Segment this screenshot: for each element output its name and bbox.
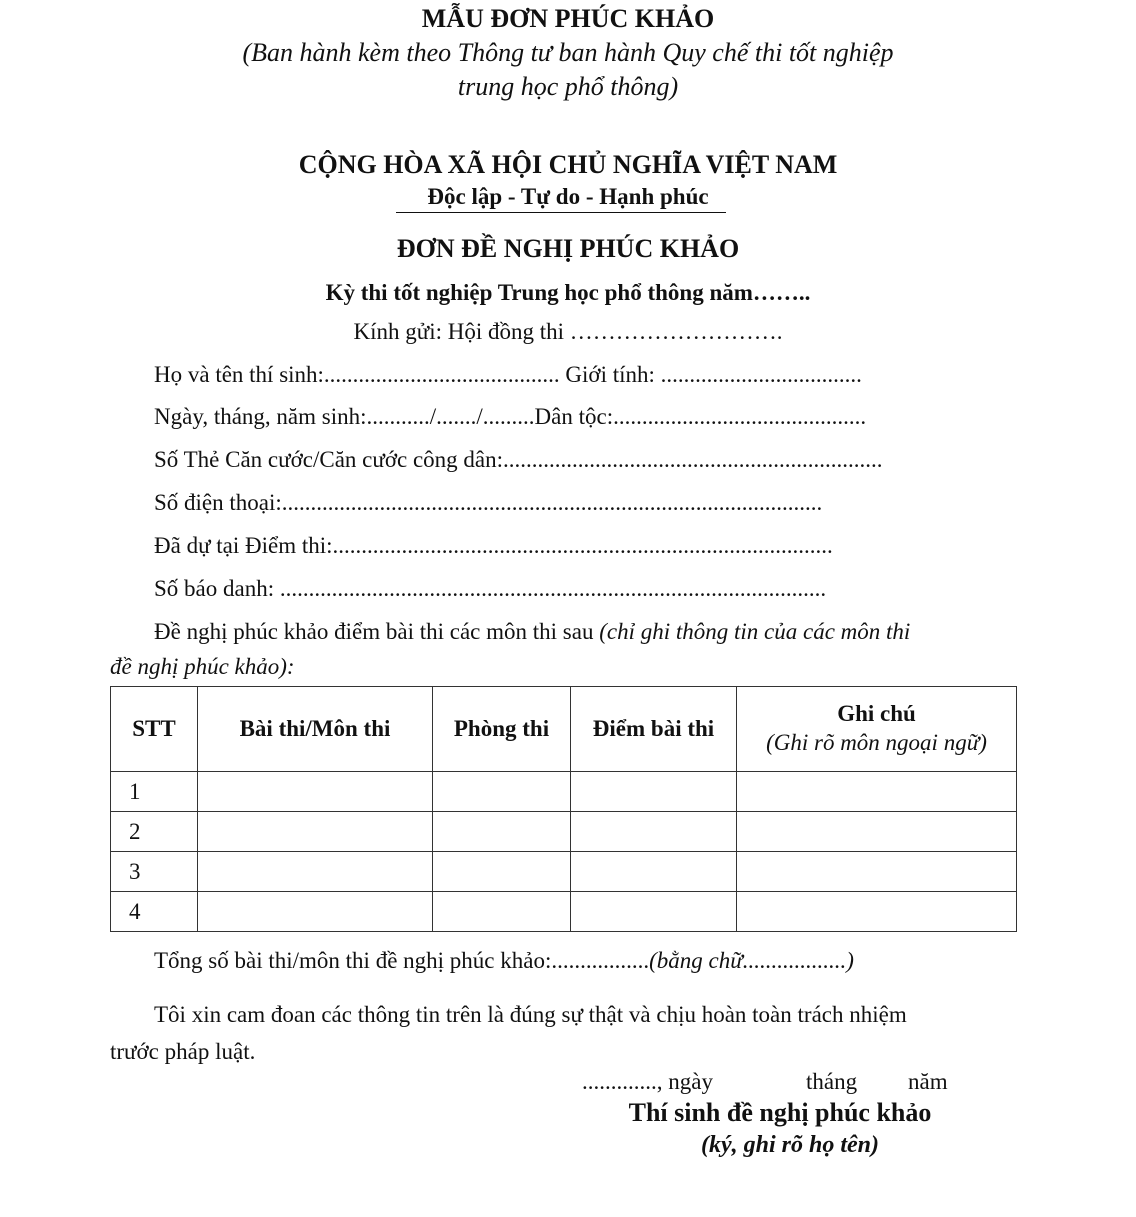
table-row xyxy=(111,812,1017,852)
note-cell[interactable] xyxy=(737,892,1017,932)
header-note-subtitle: (Ghi rõ môn ngoại ngữ) xyxy=(766,730,987,755)
total-in-words: (bằng chữ..................) xyxy=(649,948,854,973)
row-number: 3 xyxy=(111,852,198,892)
pledge-line-1: Tôi xin cam đoan các thông tin trên là đúng sự thật và chịu hoàn toàn trách nhiệm xyxy=(154,1002,907,1027)
subject-cell[interactable] xyxy=(198,892,433,932)
field-name-gender: Họ và tên thí sinh:......................................... Giới tính: ................................... xyxy=(154,362,862,387)
row-number: 2 xyxy=(111,812,198,852)
row-number: 4 xyxy=(111,892,198,932)
field-exam-site: Đã dự tại Điểm thi:....................................................................................... xyxy=(154,533,833,558)
note-cell[interactable] xyxy=(737,812,1017,852)
form-template-title: MẪU ĐƠN PHÚC KHẢO xyxy=(421,4,715,33)
request-line-2: đề nghị phúc khảo): xyxy=(110,654,295,679)
motto-underline xyxy=(396,212,726,213)
header-score: Điểm bài thi xyxy=(571,687,737,772)
date-month: tháng xyxy=(806,1069,858,1094)
field-date-of-birth: Ngày, tháng, năm sinh:.........../......./.........Dân tộc:............................................ xyxy=(154,404,867,429)
subject-cell[interactable] xyxy=(198,812,433,852)
issued-note-line2: trung học phổ thông) xyxy=(457,72,679,101)
issued-note-line1: (Ban hành kèm theo Thông tư ban hành Quy chế thi tốt nghiệp xyxy=(242,38,894,67)
request-note: (chỉ ghi thông tin của các môn thi xyxy=(599,619,911,644)
header-note-title: Ghi chú xyxy=(837,701,916,727)
score-cell[interactable] xyxy=(571,772,737,812)
subjects-table xyxy=(110,686,1017,932)
date-year: năm xyxy=(908,1069,948,1094)
note-cell[interactable] xyxy=(737,772,1017,812)
field-phone: Số điện thoại:.............................................................................................. xyxy=(154,490,823,515)
table-header-row xyxy=(111,687,1017,772)
national-motto: Độc lập - Tự do - Hạnh phúc xyxy=(427,184,709,209)
request-text: Đề nghị phúc khảo điểm bài thi các môn thi sau xyxy=(154,619,600,644)
recipient-line: Kính gửi: Hội đồng thi ………………………. xyxy=(353,319,783,344)
request-line-1 xyxy=(154,619,910,645)
room-cell[interactable] xyxy=(433,772,571,812)
date-prefix: ............., ngày xyxy=(582,1069,713,1094)
header-subject: Bài thi/Môn thi xyxy=(198,687,433,772)
score-cell[interactable] xyxy=(571,852,737,892)
table-row xyxy=(111,892,1017,932)
signer-title: Thí sinh đề nghị phúc khảo xyxy=(628,1098,932,1127)
subject-cell[interactable] xyxy=(198,772,433,812)
header-stt: STT xyxy=(111,687,198,772)
country-name: CỘNG HÒA XÃ HỘI CHỦ NGHĨA VIỆT NAM xyxy=(298,150,838,179)
table-row xyxy=(111,852,1017,892)
room-cell[interactable] xyxy=(433,852,571,892)
subject-cell[interactable] xyxy=(198,852,433,892)
signature-note: (ký, ghi rõ họ tên) xyxy=(700,1132,879,1158)
score-cell[interactable] xyxy=(571,892,737,932)
table-row xyxy=(111,772,1017,812)
note-cell[interactable] xyxy=(737,852,1017,892)
row-number: 1 xyxy=(111,772,198,812)
header-note xyxy=(737,687,1017,772)
exam-name: Kỳ thi tốt nghiệp Trung học phổ thông năm…….. xyxy=(325,280,811,305)
header-room: Phòng thi xyxy=(433,687,571,772)
pledge-line-2: trước pháp luật. xyxy=(110,1039,256,1064)
field-id-card: Số Thẻ Căn cước/Căn cước công dân:.................................................................. xyxy=(154,447,883,472)
room-cell[interactable] xyxy=(433,812,571,852)
total-line xyxy=(154,948,854,974)
room-cell[interactable] xyxy=(433,892,571,932)
document-title: ĐƠN ĐỀ NGHỊ PHÚC KHẢO xyxy=(396,234,740,263)
score-cell[interactable] xyxy=(571,812,737,852)
field-candidate-number: Số báo danh: ............................................................................................... xyxy=(154,576,827,601)
total-text: Tổng số bài thi/môn thi đề nghị phúc khảo:................. xyxy=(154,948,650,973)
